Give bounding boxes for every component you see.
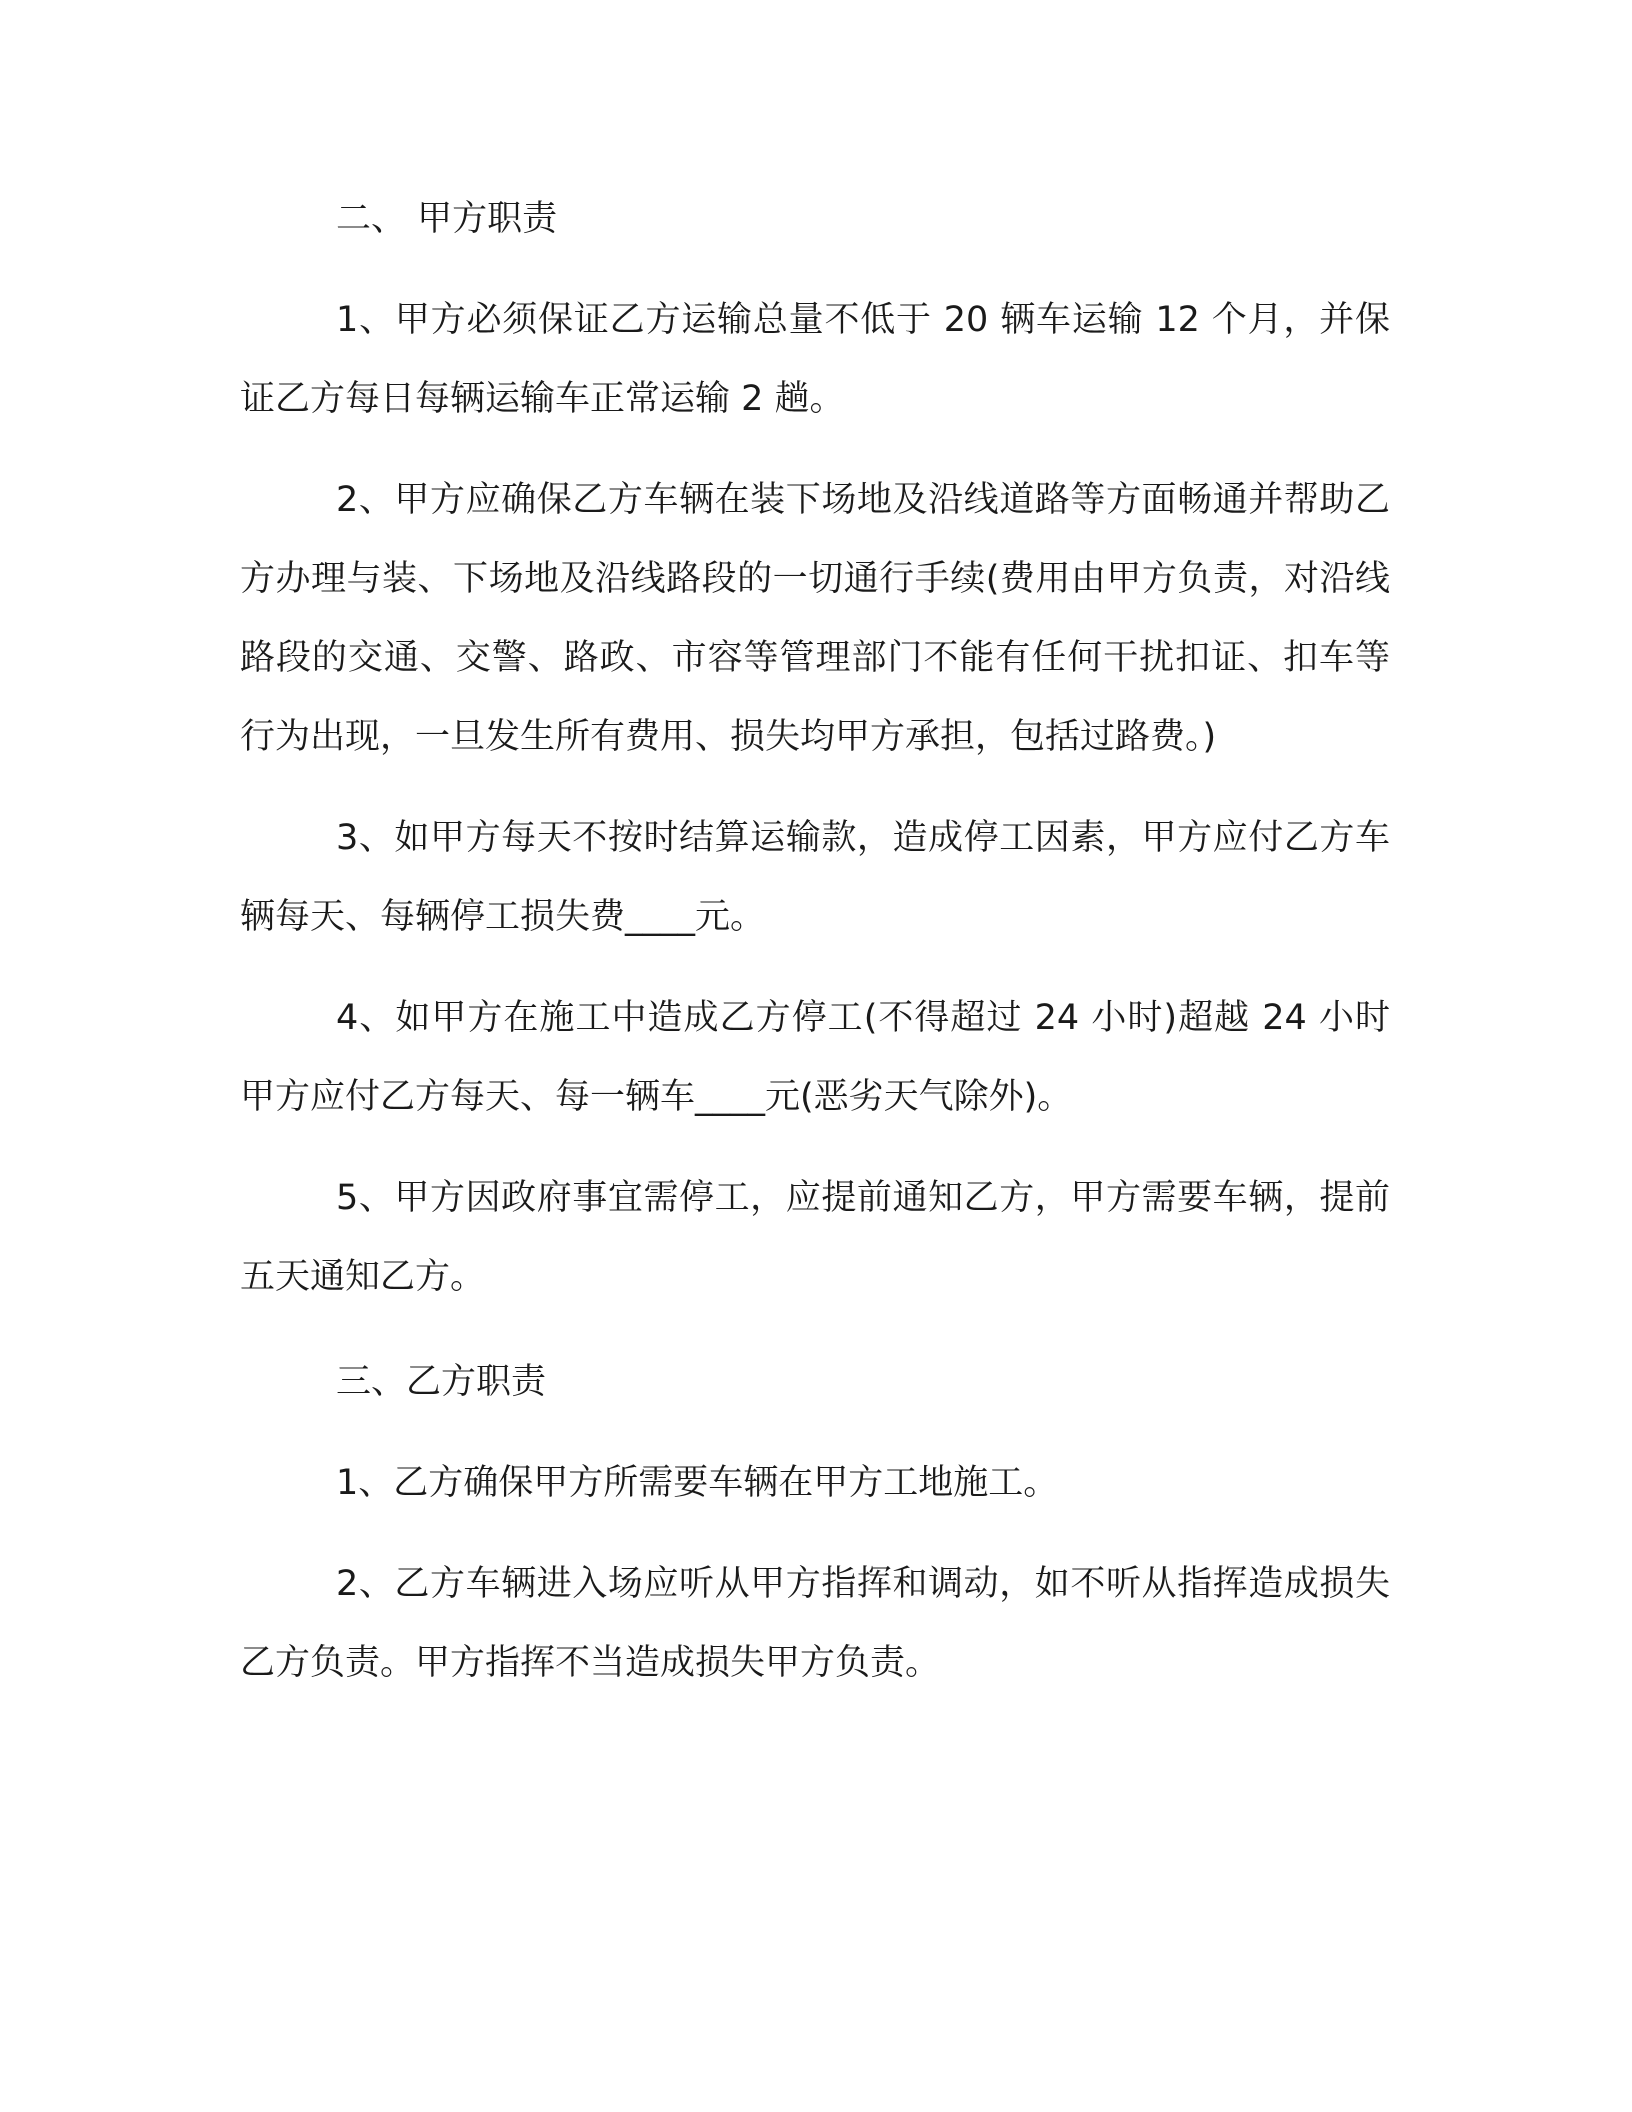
section-heading-party-b-duties: 三、乙方职责: [336, 1362, 547, 1402]
party-a-clause-3: 3、如甲方每天不按时结算运输款，造成停工因素，甲方应付乙方车辆每天、每辆停工损失费____元。: [240, 818, 1390, 937]
party-a-clause-1: 1、甲方必须保证乙方运输总量不低于 20 辆车运输 12 个月，并保证乙方每日每辆运输车正常运输 2 趟。: [240, 300, 1390, 419]
party-a-clause-2: 2、甲方应确保乙方车辆在装下场地及沿线道路等方面畅通并帮助乙方办理与装、下场地及沿线路段的一切通行手续(费用由甲方负责，对沿线路段的交通、交警、路政、市容等管理部门不能有任何干扰扣证、扣车等行为出现，一旦发生所有费用、损失均甲方承担，包括过路费。): [240, 480, 1390, 757]
party-b-clause-2: 2、乙方车辆进入场应听从甲方指挥和调动，如不听从指挥造成损失乙方负责。甲方指挥不当造成损失甲方负责。: [240, 1564, 1390, 1683]
party-a-clause-5: 5、甲方因政府事宜需停工，应提前通知乙方，甲方需要车辆，提前五天通知乙方。: [240, 1178, 1390, 1297]
party-a-clause-4: 4、如甲方在施工中造成乙方停工(不得超过 24 小时)超越 24 小时甲方应付乙方每天、每一辆车____元(恶劣天气除外)。: [240, 998, 1390, 1117]
section-heading-party-a-duties: 二、 甲方职责: [336, 199, 558, 239]
document-body: [240, 180, 1390, 1703]
party-b-clause-1: 1、乙方确保甲方所需要车辆在甲方工地施工。: [336, 1463, 1059, 1503]
